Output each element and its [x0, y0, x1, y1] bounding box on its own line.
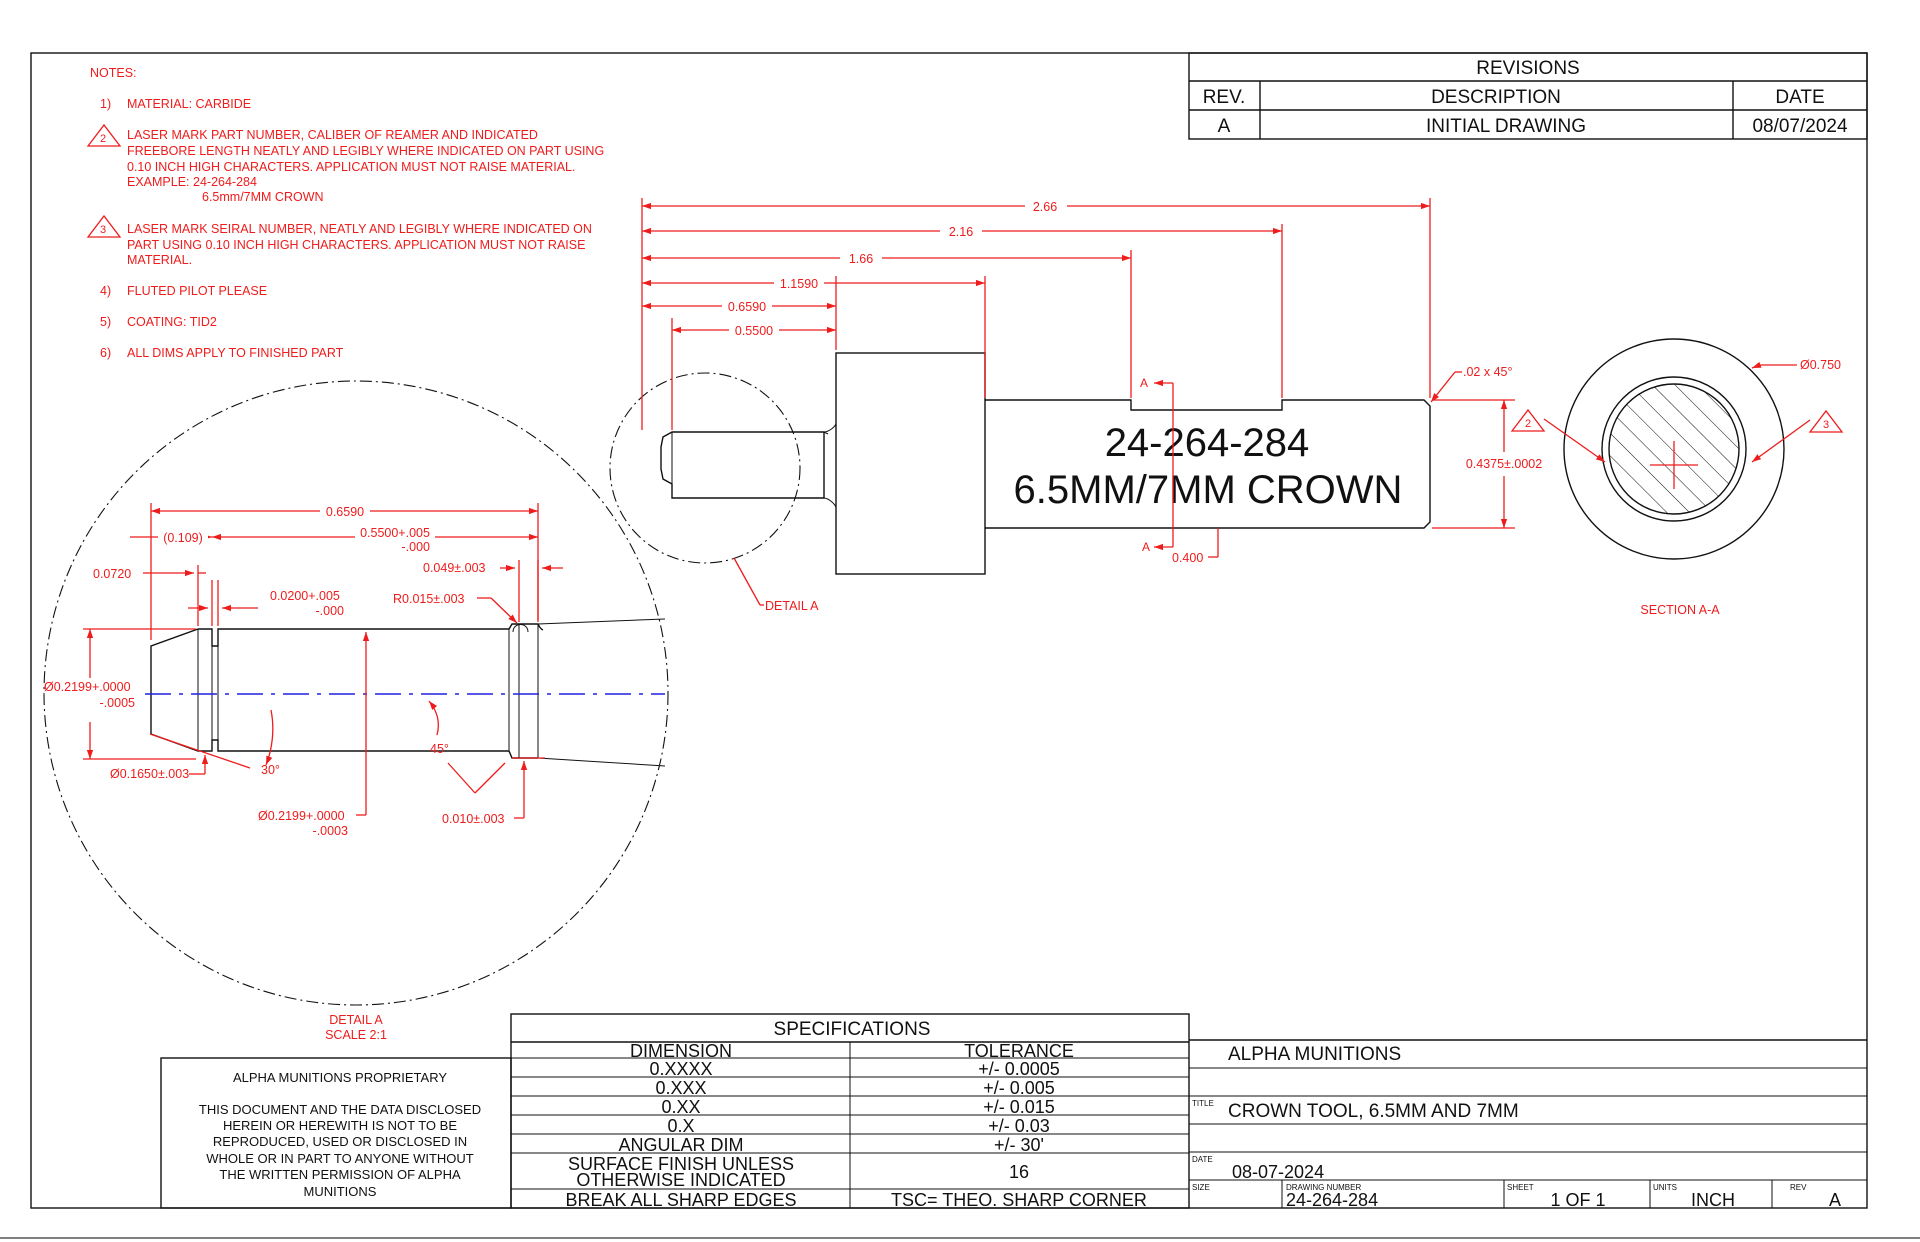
detail-pilot-outline: [198, 624, 543, 646]
note-3-line: LASER MARK SEIRAL NUMBER, NEATLY AND LEGIBLY WHERE INDICATED ON: [127, 222, 592, 236]
revisions-header-date: DATE: [1775, 87, 1825, 108]
spec-tolerance: +/- 0.0005: [978, 1059, 1060, 1079]
revisions-header-description: DESCRIPTION: [1431, 87, 1561, 108]
proprietary-title: ALPHA MUNITIONS PROPRIETARY: [232, 1070, 448, 1085]
specifications-table: [511, 1014, 1189, 1210]
drawing-date: 08-07-2024: [1232, 1162, 1325, 1182]
proprietary-line: REPRODUCED, USED OR DISCLOSED IN: [212, 1134, 468, 1149]
detail-dim-0-049: 0.049±.003: [423, 561, 486, 575]
detail-a-circle: [44, 381, 668, 1005]
detail-a-scale: SCALE 2:1: [325, 1028, 387, 1042]
main-view: [610, 198, 1542, 613]
detail-dim-dia-0-1650: Ø0.1650±.003: [110, 767, 190, 781]
note-6-number: 6): [100, 346, 112, 360]
note-3-line: MATERIAL.: [127, 253, 193, 267]
spec-tolerance: +/- 0.03: [988, 1116, 1050, 1136]
units-caption: UNITS: [1653, 1183, 1677, 1192]
detail-dim-0-0200-tol: -.000: [315, 604, 344, 618]
spec-tolerance: +/- 0.005: [983, 1078, 1055, 1098]
detail-dim-dia-0-2199b-main: Ø0.2199+.0000: [258, 809, 345, 823]
spec-dimension: 0.XXXX: [649, 1059, 713, 1079]
section-a-a-view: [1512, 339, 1842, 617]
part-marking-caliber: 6.5MM/7MM CROWN: [1013, 468, 1403, 512]
dim-length-1-1590: 1.1590: [779, 277, 819, 291]
spec-dimension: ANGULAR DIM: [618, 1135, 744, 1155]
revisions-title: REVISIONS: [1476, 58, 1580, 79]
detail-dim-0-010: 0.010±.003: [442, 812, 505, 826]
dim-outer-diameter: Ø0.750: [1800, 358, 1842, 372]
detail-dim-0-109: (0.109): [163, 531, 203, 545]
spec-dimension: 0.XX: [661, 1097, 701, 1117]
sheet-number: 1 OF 1: [1550, 1190, 1606, 1210]
spec-dimension: 0.X: [667, 1116, 695, 1136]
note-5-number: 5): [100, 315, 112, 329]
detail-dim-dia-0-2199b-tol: -.0003: [312, 824, 348, 838]
note-2-line: FREEBORE LENGTH NEATLY AND LEGIBLY WHERE INDICATED ON PART USING: [127, 144, 605, 158]
dim-groove-0-400: 0.400: [1172, 551, 1204, 565]
proprietary-line: HEREIN OR HEREWITH IS NOT TO BE: [222, 1118, 458, 1133]
note-4-line: FLUTED PILOT PLEASE: [127, 284, 268, 298]
spec-dimension: 0.XXX: [655, 1078, 707, 1098]
spec-tolerance: +/- 30': [994, 1135, 1044, 1155]
section-marker-bottom: A: [1142, 540, 1151, 554]
revision-rev: A: [1217, 116, 1231, 137]
dim-length-0-6590: 0.6590: [727, 300, 767, 314]
spec-header-dimension: DIMENSION: [629, 1041, 733, 1061]
note-2-line: 0.10 INCH HIGH CHARACTERS. APPLICATION MUST NOT RAISE MATERIAL.: [127, 160, 576, 174]
detail-dim-0-5500-tol: -.000: [401, 540, 430, 554]
section-marker-top: A: [1140, 376, 1149, 390]
note-6-line: ALL DIMS APPLY TO FINISHED PART: [127, 346, 344, 360]
section-hatch: [1605, 380, 1745, 520]
note-2-line: EXAMPLE: 24-264-284: [127, 175, 257, 189]
proprietary-line: THIS DOCUMENT AND THE DATA DISCLOSED: [198, 1102, 482, 1117]
title-block: [1189, 1040, 1867, 1210]
detail-dim-r0-015: R0.015±.003: [393, 592, 465, 606]
dim-length-2-16: 2.16: [948, 225, 974, 239]
revision-date: 08/07/2024: [1752, 116, 1848, 137]
part-marking-number: 24-264-284: [1104, 421, 1310, 465]
specifications-title: SPECIFICATIONS: [773, 1019, 931, 1040]
title-caption: TITLE: [1192, 1099, 1214, 1108]
date-caption: DATE: [1192, 1155, 1213, 1164]
detail-a-boundary: [610, 373, 800, 563]
note-1-line: MATERIAL: CARBIDE: [127, 97, 252, 111]
revisions-header-rev: REV.: [1202, 87, 1246, 108]
spec-finish-label: SURFACE FINISH UNLESS: [567, 1154, 795, 1174]
detail-dim-dia-0-2199-main: Ø0.2199+.0000: [44, 680, 131, 694]
revisions-table: [1189, 53, 1867, 139]
proprietary-line: MUNITIONS: [303, 1184, 377, 1199]
section-note-3-number: 3: [1822, 419, 1830, 431]
drawing-title: CROWN TOOL, 6.5MM AND 7MM: [1228, 1101, 1519, 1122]
sheet-caption: SHEET: [1507, 1183, 1534, 1192]
spec-edges-label: BREAK ALL SHARP EDGES: [565, 1190, 797, 1210]
spec-finish-label: OTHERWISE INDICATED: [576, 1170, 786, 1190]
spec-finish-value: 16: [1008, 1162, 1030, 1182]
drawing-number-caption: DRAWING NUMBER: [1286, 1183, 1362, 1192]
dim-chamfer: .02 x 45°: [1463, 365, 1513, 379]
detail-dim-0-0200-main: 0.0200+.005: [270, 589, 340, 603]
dim-body-diameter: 0.4375±.0002: [1465, 457, 1543, 471]
note-3-line: PART USING 0.10 INCH HIGH CHARACTERS. APPLICATION MUST NOT RAISE: [127, 238, 586, 252]
note-1-number: 1): [100, 97, 112, 111]
notes-title: NOTES:: [90, 66, 137, 80]
collar-outline: [836, 353, 985, 574]
note-2-line: LASER MARK PART NUMBER, CALIBER OF REAMER AND INDICATED: [127, 128, 538, 142]
rev-value: A: [1828, 1190, 1842, 1210]
note-3-number: 3: [100, 224, 107, 236]
detail-a-view: [44, 381, 668, 1042]
section-a-a-label: SECTION A-A: [1640, 603, 1720, 617]
detail-dim-0-5500-main: 0.5500+.005: [360, 526, 430, 540]
revision-description: INITIAL DRAWING: [1425, 116, 1587, 137]
detail-a-callout: DETAIL A: [765, 599, 819, 613]
note-4-number: 4): [100, 284, 112, 298]
rev-caption: REV: [1790, 1183, 1807, 1192]
drawing-number: 24-264-284: [1286, 1190, 1379, 1210]
note-2-number: 2: [100, 133, 107, 145]
pilot-outline: [661, 432, 824, 498]
dim-length-0-5500: 0.5500: [734, 324, 774, 338]
note-5-line: COATING: TID2: [127, 315, 217, 329]
detail-dim-angle-30: 30°: [261, 763, 280, 777]
dim-length-1-66: 1.66: [848, 252, 874, 266]
spec-tolerance: +/- 0.015: [983, 1097, 1055, 1117]
dim-overall-length: 2.66: [1032, 200, 1058, 214]
spec-edges-value: TSC= THEO. SHARP CORNER: [891, 1190, 1147, 1210]
proprietary-notice: [161, 1058, 511, 1208]
units-value: INCH: [1691, 1190, 1735, 1210]
detail-a-label: DETAIL A: [329, 1013, 383, 1027]
detail-dim-angle-45: 45°: [430, 742, 449, 756]
detail-dim-dia-0-2199-tol: -.0005: [99, 696, 135, 710]
spec-header-tolerance: TOLERANCE: [964, 1041, 1074, 1061]
note-2-line: 6.5mm/7MM CROWN: [202, 190, 324, 204]
notes-block: [88, 66, 604, 360]
size-caption: SIZE: [1192, 1183, 1210, 1192]
detail-dim-0-0720: 0.0720: [93, 567, 132, 581]
detail-dim-0-6590: 0.6590: [325, 505, 365, 519]
proprietary-line: THE WRITTEN PERMISSION OF ALPHA: [219, 1167, 461, 1182]
section-note-2-number: 2: [1524, 418, 1532, 430]
proprietary-line: WHOLE OR IN PART TO ANYONE WITHOUT: [206, 1151, 474, 1166]
company-name: ALPHA MUNITIONS: [1228, 1044, 1402, 1065]
